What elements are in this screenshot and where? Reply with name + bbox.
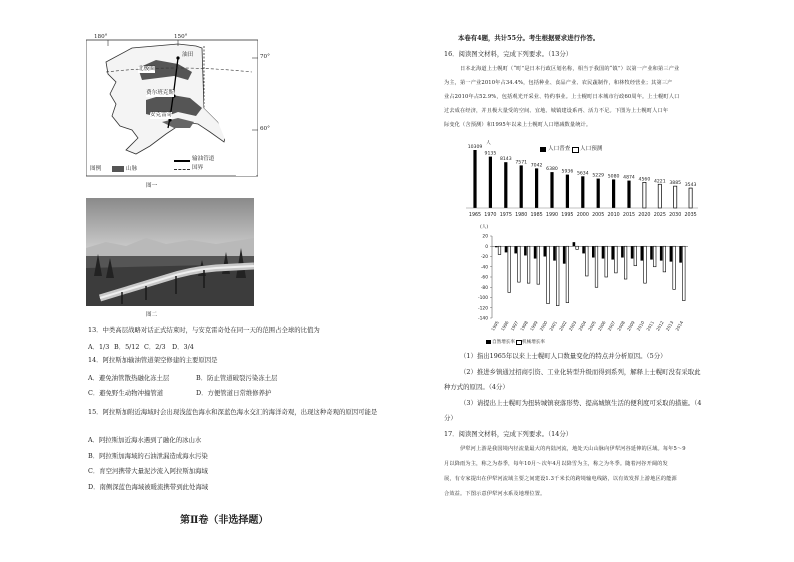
- natural-growth-bar: [641, 246, 644, 260]
- legend-forecast: 人口预测: [580, 146, 603, 152]
- x-tick-label: 2012: [655, 320, 665, 332]
- x-tick-label: 2005: [592, 213, 605, 218]
- census-bar: [504, 162, 507, 208]
- bar-value-label: 4221: [653, 179, 666, 185]
- x-tick-label: 2003: [567, 320, 578, 332]
- x-tick-label: 2035: [684, 213, 697, 218]
- place-label-anchorage: 安克雷奇: [150, 112, 173, 118]
- q16-item: （2）推进乡镇通过招商引资、工业化转型升级而得到系列，解释上士幌町没有采取此: [460, 368, 701, 376]
- natural-growth-bar: [514, 246, 517, 253]
- mechanical-growth-bar: [595, 246, 598, 287]
- q16-item: 种方式的原因。（4分）: [444, 383, 509, 391]
- growth-rate-chart-svg: [462, 228, 702, 346]
- q17-para-line: 月以降雨为主，称之为春季，每年10月～次年4月以降雪为主，称之为冬季。随着河谷开阔的发: [444, 461, 668, 467]
- population-chart: [462, 138, 702, 226]
- legend-natural: 自然增长率: [492, 340, 515, 345]
- legend-border: 国界: [192, 165, 204, 171]
- census-bar: [473, 150, 476, 208]
- bar-value-label: 7042: [530, 163, 543, 169]
- y-tick-label: -20: [480, 255, 488, 261]
- bar-value-label: 5229: [592, 173, 605, 179]
- census-bar: [489, 157, 492, 208]
- bar-value-label: 5080: [607, 174, 620, 180]
- legend-mountain: 山脉: [126, 166, 138, 172]
- forecast-bar: [674, 186, 677, 208]
- natural-growth-bar: [495, 246, 498, 247]
- bar-value-label: 9135: [484, 151, 497, 157]
- mechanical-growth-bar: [518, 246, 521, 282]
- natural-growth-bar: [631, 246, 634, 258]
- option-c[interactable]: C．避免野生动物冲撞管道: [88, 389, 164, 397]
- pipeline-photo-image: [86, 198, 254, 306]
- x-tick-label: 2000: [576, 213, 589, 218]
- q16-item: （3）请提出上士幌町为扭转城镇衰落形势、提高城镇生活的便利度可采取的措施。（4: [460, 399, 702, 407]
- option-c[interactable]: C．2/3: [144, 343, 166, 351]
- section-title: 第Ⅱ卷（非选择题）: [180, 515, 269, 526]
- option-d[interactable]: D．方便管道日常维修养护: [196, 389, 272, 397]
- natural-growth-bar: [544, 246, 547, 256]
- y-tick-label: -140: [478, 316, 488, 322]
- legend-natural-swatch: [486, 340, 491, 344]
- q16-para-line: 日本北海道上士幌町（“町”是日本行政区划名称，相当于我国的“镇”）以第一产业和第三产业: [460, 66, 680, 72]
- option-d[interactable]: D．南侧深蓝色海域被暖流携带到此处海域: [88, 483, 209, 491]
- y-tick-label: -100: [478, 296, 488, 302]
- mechanical-growth-bar: [537, 246, 540, 284]
- pipeline-photo: [86, 198, 254, 306]
- q17-para-line: 合效益。下图示意伊犁河水系及地理位置。: [444, 491, 546, 497]
- y-tick-label: 20: [482, 234, 488, 240]
- natural-growth-bar: [563, 246, 566, 263]
- mechanical-growth-bar: [673, 246, 676, 289]
- legend-mechanical: 机械增长率: [522, 340, 545, 345]
- option-d[interactable]: D．3/4: [172, 343, 194, 351]
- mechanical-growth-bar: [644, 246, 647, 283]
- x-tick-label: 2014: [674, 320, 685, 332]
- natural-growth-bar: [592, 246, 595, 257]
- natural-growth-bar: [582, 246, 585, 253]
- bar-value-label: 10309: [467, 145, 483, 150]
- growth-rate-chart: [462, 225, 702, 346]
- q17-para-line: 伊犁河上游是我国境内径流量最大的内陆河流，地处天山山脉向伊犁河谷延伸的区域。每年5～9: [460, 446, 686, 452]
- legend-census-swatch: [540, 147, 546, 152]
- figure-caption-1: 图一: [146, 183, 158, 189]
- option-c[interactable]: C．育空河携带大量泥沙流入阿拉斯加海域: [88, 467, 208, 475]
- question-17-title: 17．阅读图文材料，完成下列要求。（14分）: [444, 430, 573, 438]
- bar-value-label: 8143: [499, 157, 512, 163]
- volume-intro: 本卷有4题，共计55分。考生根据要求进行作答。: [458, 34, 600, 42]
- lat-label: 60°: [260, 126, 270, 132]
- pop-y-unit: 人: [486, 141, 491, 146]
- mechanical-growth-bar: [615, 246, 618, 273]
- x-tick-label: 1998: [519, 320, 529, 332]
- option-a[interactable]: A．1/3: [88, 343, 110, 351]
- mechanical-growth-bar: [556, 246, 559, 305]
- mechanical-growth-bar: [508, 246, 511, 292]
- x-tick-label: 1970: [484, 213, 497, 218]
- q16-para-line: 际变化（含预测）和1995年以来上士幌町人口增减数量统计。: [444, 122, 592, 128]
- census-bar: [550, 172, 553, 208]
- lat-label: 70°: [260, 54, 270, 60]
- border-legend-swatch: [174, 169, 190, 170]
- x-tick-label: 2030: [669, 213, 682, 218]
- x-tick-label: 2010: [607, 213, 620, 218]
- x-tick-label: 1975: [499, 213, 512, 218]
- mechanical-growth-bar: [683, 246, 686, 300]
- census-bar: [581, 176, 584, 208]
- option-b[interactable]: B．防止管道破裂污染冻土层: [196, 374, 278, 382]
- x-tick-label: 2025: [653, 213, 666, 218]
- place-label-oilfield: 油田: [182, 52, 194, 58]
- x-tick-label: 1999: [528, 320, 539, 332]
- mechanical-growth-bar: [498, 246, 501, 254]
- natural-growth-bar: [670, 246, 673, 261]
- alaska-map: [86, 38, 258, 180]
- option-b[interactable]: B．5/12: [114, 343, 140, 351]
- x-tick-label: 2010: [635, 320, 646, 332]
- q16-para-line: 业占2010年占52.9%，包括观光开采业、特约事业。上士幌町日本城市行政60周年。上士幌町人口: [444, 94, 680, 100]
- question-15-stem: 15．阿拉斯加附近海域时会出现浅蓝色海水和深蓝色海水交汇的海洋奇观，出现这种奇观的原因可能是: [88, 408, 378, 416]
- x-tick-label: 2005: [587, 320, 597, 332]
- option-a[interactable]: A．阿拉斯加近海水遇到了融化的冰山水: [88, 436, 202, 444]
- census-bar: [612, 179, 615, 208]
- q17-para-line: 展，有专家提出在伊犁河流域主要之间建设1.3千米长的跨境输电线路，以有效发挥上游地区的能源: [444, 476, 677, 482]
- y-tick-label: -80: [480, 285, 488, 291]
- x-tick-label: 1990: [545, 213, 559, 218]
- legend-pipeline: 输油管道: [192, 156, 215, 162]
- rate-y-unit: (人): [480, 225, 489, 230]
- natural-growth-bar: [524, 246, 527, 255]
- lon-label: 150°: [174, 34, 188, 40]
- x-tick-label: 2002: [558, 320, 568, 332]
- pipeline-legend-swatch: [174, 160, 190, 162]
- option-b[interactable]: B．阿拉斯加海域的石油泄漏造成海水污染: [88, 452, 208, 460]
- legend-census: 人口普查: [548, 146, 571, 152]
- x-tick-label: 2007: [606, 320, 617, 332]
- place-label-fairbanks: 费尔班克斯: [146, 90, 174, 96]
- bar-value-label: 4560: [638, 177, 651, 183]
- question-14-stem: 14．阿拉斯加输油管道架空修建的主要原因是: [88, 356, 218, 364]
- census-bar: [535, 168, 538, 208]
- mechanical-growth-bar: [653, 246, 656, 267]
- x-tick-label: 1965: [468, 213, 482, 218]
- natural-growth-bar: [611, 246, 614, 259]
- bar-value-label: 6380: [546, 167, 558, 173]
- natural-growth-bar: [660, 246, 663, 260]
- x-tick-label: 2004: [577, 320, 588, 332]
- x-tick-label: 2008: [616, 320, 626, 332]
- figure-caption-2: 图二: [146, 312, 158, 318]
- x-tick-label: 2001: [548, 320, 559, 332]
- x-tick-label: 2006: [596, 320, 607, 332]
- x-tick-label: 1980: [515, 213, 528, 218]
- x-tick-label: 1996: [499, 320, 510, 332]
- mechanical-growth-bar: [624, 246, 627, 279]
- census-bar: [566, 175, 569, 208]
- x-tick-label: 2015: [622, 213, 636, 218]
- mechanical-growth-bar: [547, 246, 550, 303]
- x-tick-label: 2000: [538, 320, 549, 332]
- q16-para-line: 过去成在经济，并且极大量受的空间、宜地、城镇建设系再、活力不足。下图为上士幌町人口年: [444, 108, 669, 114]
- bar-value-label: 4874: [623, 175, 635, 181]
- mountain-legend-swatch: [112, 166, 124, 172]
- census-bar: [597, 179, 600, 208]
- map-figure: [86, 34, 270, 180]
- natural-growth-bar: [505, 246, 508, 252]
- option-a[interactable]: A．避免油管散热融化冻土层: [88, 374, 170, 382]
- bar-value-label: 7571: [515, 160, 528, 166]
- x-tick-label: 1985: [530, 213, 543, 218]
- forecast-bar: [643, 182, 646, 208]
- x-tick-label: 2013: [664, 320, 675, 332]
- mechanical-growth-bar: [576, 246, 579, 249]
- mechanical-growth-bar: [605, 246, 608, 277]
- mechanical-growth-bar: [634, 246, 637, 265]
- natural-growth-bar: [679, 246, 682, 262]
- census-bar: [627, 181, 630, 208]
- mechanical-growth-bar: [566, 246, 569, 302]
- place-label-arctic-circle: 北极圈: [138, 66, 155, 72]
- x-tick-label: 1995: [561, 213, 574, 218]
- natural-growth-bar: [534, 246, 537, 258]
- y-tick-label: -120: [478, 306, 488, 312]
- x-tick-label: 1995: [490, 320, 500, 332]
- forecast-bar: [689, 188, 692, 208]
- census-bar: [520, 165, 523, 208]
- mechanical-growth-bar: [527, 246, 530, 283]
- bar-value-label: 3885: [669, 181, 682, 187]
- y-tick-label: 0: [485, 244, 488, 250]
- q16-item: 分）: [444, 414, 457, 422]
- q16-para-line: 为主，第一产业2010年占34.4%，包括种业、食品产业、农民蔬制作，和林牧经营业；其第三产: [444, 80, 673, 86]
- legend-prefix: 图例: [90, 166, 102, 172]
- y-tick-label: -40: [480, 265, 488, 271]
- bar-value-label: 5634: [576, 171, 589, 177]
- lon-label: 180°: [94, 34, 108, 40]
- x-tick-label: 2011: [645, 320, 656, 332]
- x-tick-label: 1997: [509, 320, 520, 332]
- natural-growth-bar: [650, 246, 653, 259]
- bar-value-label: 3543: [684, 183, 697, 189]
- x-tick-label: 2020: [638, 213, 651, 218]
- mechanical-growth-bar: [586, 246, 589, 276]
- bar-value-label: 5936: [561, 169, 574, 175]
- question-16-title: 16．阅读图文材料，完成下列要求。（13分）: [444, 50, 573, 58]
- question-13-stem: 13．中类高层战略对话正式结束时，与安克雷奇处在同一天的范围占全球的比值为: [88, 326, 320, 334]
- natural-growth-bar: [602, 246, 605, 258]
- legend-forecast-swatch: [572, 147, 579, 153]
- natural-growth-bar: [621, 246, 624, 257]
- natural-growth-bar: [573, 242, 576, 246]
- x-tick-label: 2009: [626, 320, 636, 332]
- forecast-bar: [658, 184, 661, 208]
- natural-growth-bar: [553, 246, 556, 260]
- mechanical-growth-bar: [663, 246, 666, 272]
- q16-item: （1）指出1965年以来上士幌町人口数量变化的特点并分析原因。（5分）: [460, 352, 667, 360]
- y-tick-label: -60: [480, 275, 488, 281]
